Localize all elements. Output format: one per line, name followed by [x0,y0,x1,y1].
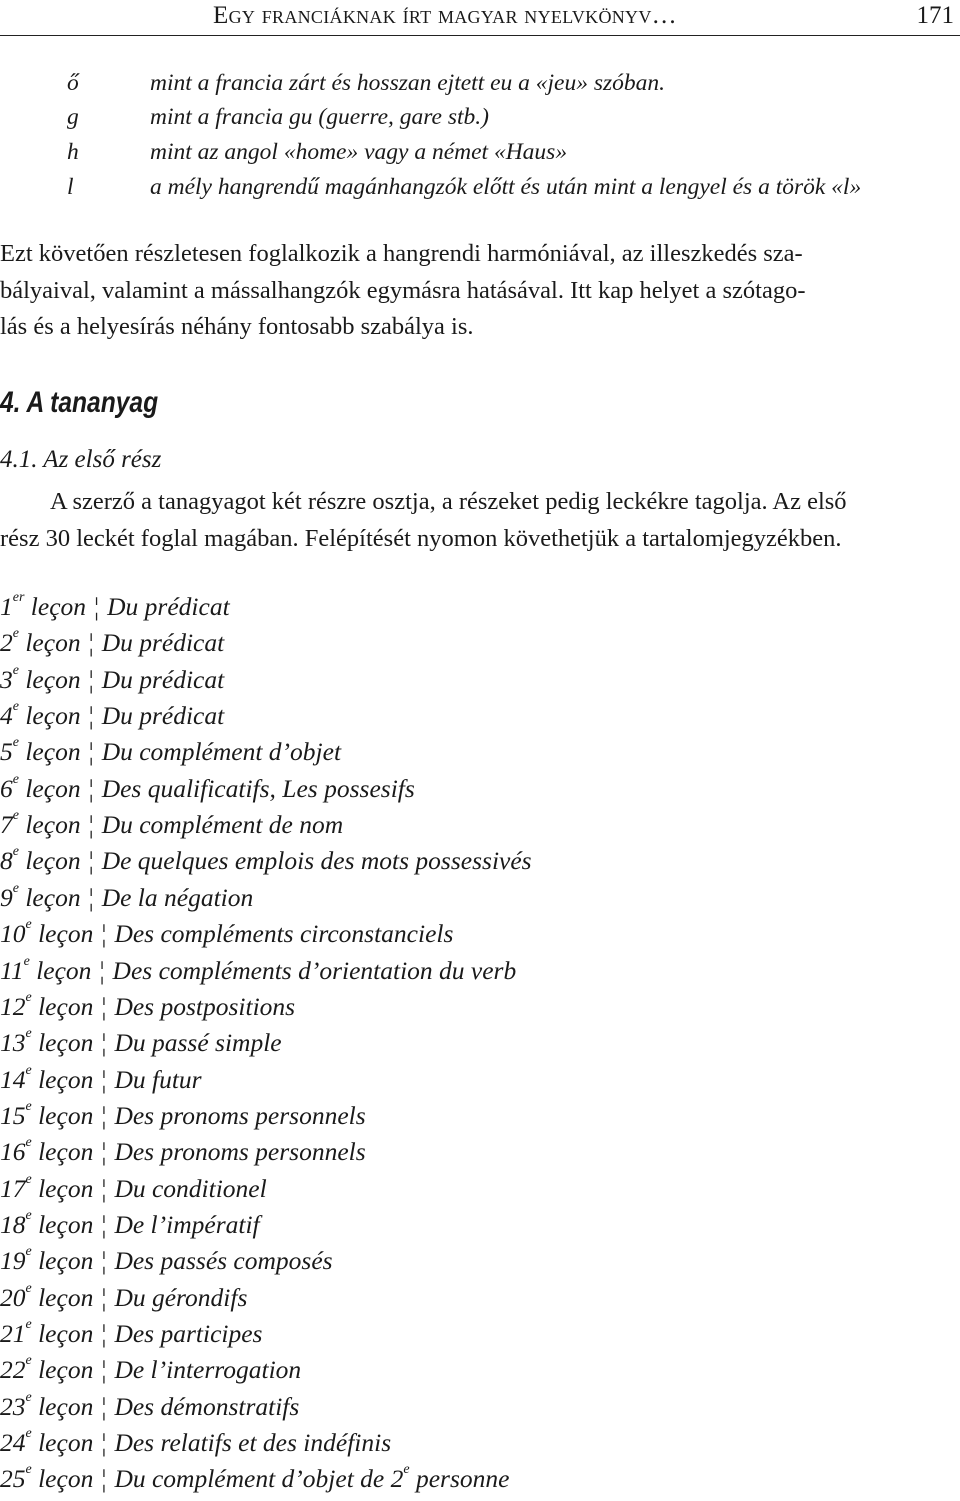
lesson-title: De quelques emplois des mots possessivés [101,846,532,876]
separator-bar: ¦ [88,664,94,694]
lesson-number: 22 [0,1355,26,1385]
lesson-word: leçon [31,1100,94,1130]
separator-bar: ¦ [101,1428,107,1458]
lesson-item [0,953,517,992]
lesson-number-suffix: e [25,1353,32,1369]
lesson-item [0,592,230,628]
lesson-number: 23 [0,1391,26,1421]
lesson-number: 18 [0,1209,26,1239]
separator-bar: ¦ [101,1319,107,1348]
lesson-number-suffix: e [25,1244,32,1260]
lesson-item [0,1246,333,1282]
lesson-word: leçon [31,1137,94,1167]
lesson-title: Des postpositions [114,991,296,1021]
lesson-word: leçon [31,1209,94,1239]
lesson-word: leçon [18,846,81,876]
lesson-title: Des compléments circonstanciels [114,919,454,949]
lesson-number: 16 [0,1137,26,1167]
lesson-title: Du gérondifs [114,1282,248,1312]
lesson-number: 25 [0,1464,26,1494]
pronunciation-letter: h [67,139,79,165]
lesson-item [0,662,225,701]
pronunciation-text: a mély hangrendű magánhangzók előtt és után mint a lengyel és a török «l» [150,174,862,200]
lesson-item [0,1098,366,1137]
lesson-title: Des démonstratifs [114,1391,300,1421]
lesson-number-suffix: e [25,1098,32,1114]
lesson-number-suffix: e [25,1462,32,1478]
lesson-item [0,846,532,882]
lesson-number: 19 [0,1246,26,1276]
separator-bar: ¦ [101,1246,107,1276]
lesson-item [0,1028,282,1064]
lesson-number: 21 [0,1319,26,1348]
lesson-number-suffix: e [12,735,19,751]
lesson-item [0,1428,391,1464]
lesson-number: 20 [0,1282,26,1312]
lesson-number-suffix: e [25,989,32,1005]
lesson-title: De la négation [101,882,254,912]
intro-paragraph [0,236,958,346]
lesson-title: Du futur [114,1064,202,1094]
lesson-number-suffix: e [25,1317,32,1332]
lesson-item [0,1171,267,1210]
lesson-word: leçon [31,1355,94,1385]
lesson-number: 5 [0,737,13,767]
header-rule [0,35,960,36]
separator-bar: ¦ [88,810,94,840]
lesson-item [0,1389,300,1428]
separator-bar: ¦ [101,991,107,1021]
running-title: Egy franciáknak írt magyar nyelvkönyv… [213,2,677,29]
lesson-title: Des passés composés [114,1246,333,1276]
lesson-number-suffix: e [12,626,19,642]
lesson-item [0,1355,301,1391]
lesson-item [0,989,296,1028]
lesson-item [0,701,224,737]
lesson-word: leçon [18,701,81,731]
lesson-number-suffix: e [12,662,19,678]
lesson-number: 17 [0,1173,26,1203]
subsection-paragraph [0,484,958,557]
separator-bar: ¦ [101,1282,107,1312]
lesson-word: leçon [18,664,81,694]
lesson-number-suffix: e [25,1062,32,1078]
lesson-number-suffix: e [23,953,30,969]
lesson-word: leçon [31,1428,94,1458]
lesson-title: Du prédicat [101,664,225,694]
lesson-word: leçon [31,1028,94,1058]
lesson-word: leçon [18,628,81,658]
lesson-title: Des compléments d’orientation du verb [112,955,517,985]
lesson-number-suffix: e [12,880,19,896]
lesson-title: Des pronoms personnels [114,1100,366,1130]
lesson-number-suffix: e [12,699,19,715]
lesson-number: 15 [0,1100,26,1130]
lesson-word: leçon [31,919,94,949]
pronunciation-text: mint a francia gu (guerre, gare stb.) [150,104,489,130]
lesson-word: leçon [18,810,81,840]
lesson-word: leçon [31,1246,94,1276]
separator-bar: ¦ [101,1173,107,1203]
lesson-number: 6 [0,773,13,803]
separator-bar: ¦ [88,846,94,876]
lesson-word: leçon [24,592,87,621]
lesson-word: leçon [18,737,81,767]
separator-bar: ¦ [101,1355,107,1385]
lesson-word: leçon [31,1319,94,1348]
lesson-word: leçon [31,1391,94,1421]
lesson-number: 4 [0,701,13,731]
separator-bar: ¦ [101,1064,107,1094]
separator-bar: ¦ [101,1391,107,1421]
lesson-item [0,771,415,810]
lesson-title-end: personne [409,1464,510,1494]
paragraph-line: lás és a helyesírás néhány fontosabb szabálya is. [0,313,474,340]
lesson-title: Du complément d’objet de 2 [114,1464,404,1494]
lesson-number: 14 [0,1064,26,1094]
lesson-item [0,919,453,955]
lesson-number: 11 [0,955,24,985]
pronunciation-letter: ő [67,70,79,96]
lesson-title: Du complément d’objet [101,737,342,767]
lesson-number: 9 [0,882,13,912]
lesson-item [0,1464,509,1500]
lesson-number-suffix: e [25,1171,32,1187]
separator-bar: ¦ [101,919,107,949]
separator-bar: ¦ [99,955,105,985]
lesson-number-suffix: e [25,1389,32,1405]
separator-bar: ¦ [101,1209,107,1239]
lesson-number: 2 [0,628,13,658]
lesson-item [0,737,341,773]
section-title: 4. A tananyag [0,386,159,419]
lesson-title: Du prédicat [101,628,225,658]
lesson-number-suffix: e [25,917,32,933]
lesson-number: 13 [0,1028,26,1058]
paragraph-line: Ezt követően részletesen foglalkozik a hangrendi harmóniával, az illeszkedés sza- [0,240,803,267]
lesson-title: Du passé simple [114,1028,282,1058]
lesson-title: Des pronoms personnels [114,1137,366,1167]
lesson-number: 12 [0,991,26,1021]
lesson-number-suffix: er [12,590,25,605]
lesson-word: leçon [31,1173,94,1203]
lesson-title: Du prédicat [101,701,225,731]
lesson-title: Du conditionel [114,1173,267,1203]
lesson-word: leçon [31,1064,94,1094]
paragraph-line: A szerző a tanagyagot két részre osztja, a részeket pedig leckékre tagolja. Az első [50,488,847,515]
subsection-title: 4.1. Az első rész [0,446,162,473]
lesson-title: Du prédicat [107,592,230,621]
separator-bar: ¦ [94,592,100,621]
lesson-word: leçon [31,1464,94,1494]
separator-bar: ¦ [88,701,94,731]
lesson-number: 24 [0,1428,26,1458]
separator-bar: ¦ [101,1464,107,1494]
lesson-title: Des qualificatifs, Les possesifs [101,773,415,803]
lesson-number: 8 [0,846,13,876]
lesson-number: 7 [0,810,13,840]
separator-bar: ¦ [101,1100,107,1130]
lesson-number: 10 [0,919,26,949]
lesson-item [0,810,343,846]
paragraph-line: bályaival, valamint a mássalhangzók egymásra hatásával. Itt kap helyet a szótago- [0,276,806,304]
lesson-item [0,1062,202,1101]
lesson-number-suffix: e [12,771,19,787]
separator-bar: ¦ [88,773,94,803]
lesson-item [0,1280,248,1319]
separator-bar: ¦ [88,737,94,767]
lesson-number: 1 [0,592,13,621]
page-number: 171 [916,2,954,29]
separator-bar: ¦ [101,1137,107,1167]
lesson-title: De l’impératif [114,1209,260,1239]
lesson-number: 3 [0,664,13,694]
pronunciation-letter: g [67,104,79,130]
lesson-item [0,1207,260,1246]
lesson-number-suffix: e [25,1207,32,1223]
lesson-item [0,880,254,919]
lesson-title: De l’interrogation [114,1355,302,1385]
lesson-word: leçon [29,955,92,985]
lesson-title: Du complément de nom [101,810,344,840]
lesson-number-suffix: e [25,1280,32,1296]
separator-bar: ¦ [101,1028,107,1058]
lesson-title: Des relatifs et des indéfinis [114,1428,392,1458]
lesson-number-suffix: e [25,1026,32,1042]
lesson-word: leçon [31,1282,94,1312]
lesson-word: leçon [31,991,94,1021]
lesson-title: Des participes [114,1319,263,1348]
lesson-word: leçon [18,773,81,803]
pronunciation-text: mint a francia zárt és hosszan ejtett eu a «jeu» szóban. [150,70,666,96]
lesson-number-suffix: e [12,808,19,824]
ordinal-suffix: e [403,1462,410,1478]
lesson-word: leçon [18,882,81,912]
running-header [0,0,960,40]
lesson-number-suffix: e [12,844,19,860]
pronunciation-text: mint az angol «home» vagy a német «Haus» [150,139,568,165]
separator-bar: ¦ [88,628,94,658]
separator-bar: ¦ [88,882,94,912]
lesson-item [0,1137,366,1173]
lesson-item [0,1319,262,1355]
lesson-item [0,628,224,664]
paragraph-line: rész 30 leckét foglal magában. Felépítését nyomon követhetjük a tartalomjegyzékben. [0,524,842,552]
pronunciation-letter: l [67,174,74,200]
lesson-number-suffix: e [25,1426,32,1442]
lesson-number-suffix: e [25,1135,32,1151]
